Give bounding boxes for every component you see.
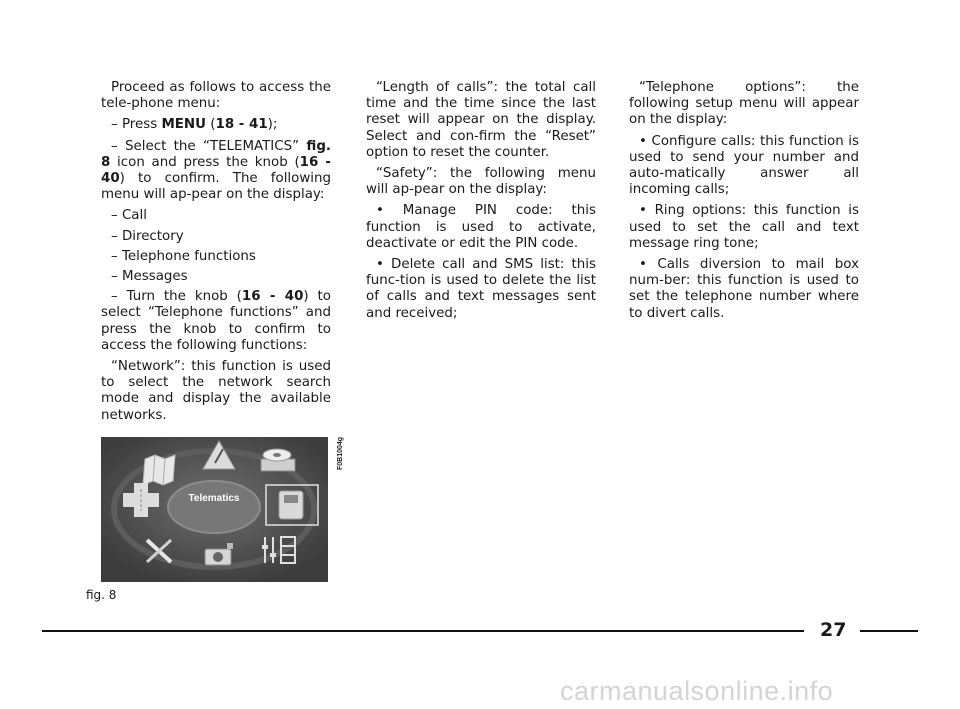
footer-rule-right [860,630,918,632]
page-number: 27 [820,619,847,641]
telephone-menu-list [101,208,331,285]
text-column-1 [101,80,331,429]
configure-calls-text: • Configure calls: this function is used to send your number and auto-matically answer all incoming calls; [629,133,859,198]
step1-suffix: ); [267,117,278,133]
step-press-menu [101,117,331,133]
step3-suffix: ) to select “Telephone functions” and press the knob to confirm to access the following functions: [101,289,331,353]
map-icon [143,455,175,485]
step1-mid: ( [206,117,216,133]
list-item: – Messages [111,269,188,285]
telematics-label: Telematics [188,493,240,504]
step1-reference: 18 - 41 [215,117,268,133]
network-text: “Network”: this function is used to select the network search mode and display the available networks. [101,359,331,423]
figure-code [333,430,345,470]
intro-text: Proceed as follows to access the tele-phone menu: [101,80,331,112]
list-item: – Telephone functions [111,248,256,264]
step3-reference: 16 - 40 [241,289,304,305]
telephone-options-text: “Telephone options”: the following setup menu will appear on the display: [629,80,859,128]
step2-reference: 16 - 40 [101,154,331,187]
step2-prefix: – Select the “TELEMATICS” [111,138,307,154]
footer-rule-left [42,630,804,632]
step2-suffix: ) to confirm. The following menu will ap-pear on the display: [101,171,331,203]
delete-list-text: • Delete call and SMS list: this func-tion is used to delete the list of calls and text messages sent and received; [366,257,596,321]
figure-code-text: F0B1004g [337,436,344,470]
ring-options-text: • Ring options: this function is used to set the call and text message ring tone; [629,203,859,251]
figure-reference: fig. 8 [101,138,331,170]
list-item: – Call [111,208,147,224]
calls-diversion-text: • Calls diversion to mail box num-ber: this function is used to set the telephone number where to divert calls. [629,257,859,321]
safety-text: “Safety”: the following menu will ap-pear on the display: [366,166,596,198]
step-turn-knob [101,289,331,354]
text-column-2 [366,80,596,327]
length-of-calls-text: “Length of calls”: the total call time and the time since the last reset will appear on the display. Select and con-firm the “Reset” option to reset the counter. [366,80,596,160]
step-select-telematics [101,139,331,204]
manage-pin-text: • Manage PIN code: this function is used to activate, deactivate or edit the PIN code. [366,203,596,251]
cd-player-icon [261,449,295,471]
text-column-3 [629,80,859,327]
step1-prefix: – Press [111,117,162,133]
watermark: carmanualsonline.info [560,676,834,706]
step3-prefix: – Turn the knob ( [111,289,242,305]
figure-caption: fig. 8 [86,588,117,602]
list-item: – Directory [111,228,184,244]
menu-keyword: MENU [161,117,207,133]
telematics-menu-figure [101,437,328,582]
step2-mid: icon and press the knob ( [110,154,300,170]
